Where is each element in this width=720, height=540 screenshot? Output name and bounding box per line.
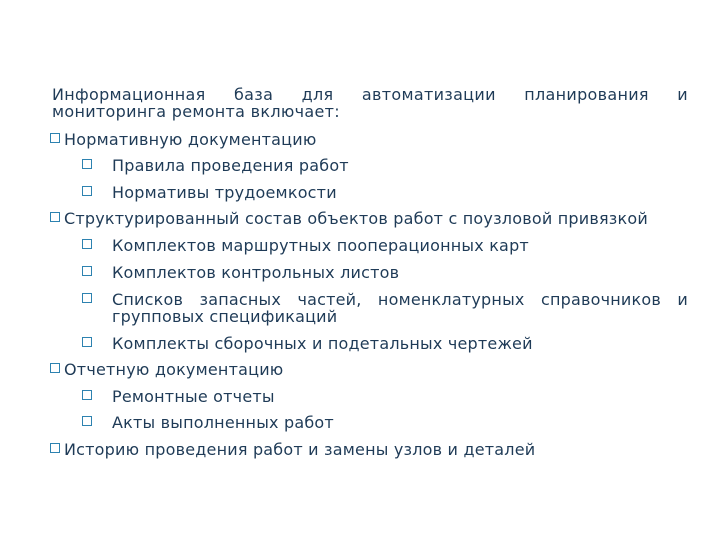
square-bullet-icon — [82, 390, 92, 400]
bullet-label: Историю проведения работ и замены узлов и деталей — [64, 440, 536, 459]
sub-bullet-label: Ремонтные отчеты — [112, 387, 275, 406]
sub-bullet-label: Акты выполненных работ — [112, 413, 334, 432]
square-bullet-icon — [50, 133, 60, 143]
bullet-label: Нормативную документацию — [64, 130, 317, 149]
square-bullet-icon — [82, 159, 92, 169]
square-bullet-icon — [50, 443, 60, 453]
bullet-label: Структурированный состав объектов работ с поузловой привязкой — [64, 209, 648, 228]
square-bullet-icon — [82, 266, 92, 276]
bullet-label: Отчетную документацию — [64, 360, 284, 379]
sub-bullet-label: Правила проведения работ — [112, 156, 349, 175]
square-bullet-icon — [82, 416, 92, 426]
sub-bullet-label: Комплектов контрольных листов — [112, 263, 400, 282]
sub-bullet-label: Комплекты сборочных и подетальных чертежей — [112, 334, 533, 353]
square-bullet-icon — [82, 239, 92, 249]
square-bullet-icon — [82, 337, 92, 347]
intro-text: Информационная база для автоматизации планирования и мониторинга ремонта включает: — [52, 85, 688, 121]
sub-bullet-label: Нормативы трудоемкости — [112, 183, 337, 202]
square-bullet-icon — [50, 363, 60, 373]
square-bullet-icon — [82, 186, 92, 196]
square-bullet-icon — [82, 293, 92, 303]
sub-bullet-label: Комплектов маршрутных пооперационных карт — [112, 236, 529, 255]
square-bullet-icon — [50, 212, 60, 222]
sub-bullet-label: Списков запасных частей, номенклатурных справочников и групповых спецификаций — [112, 290, 688, 326]
